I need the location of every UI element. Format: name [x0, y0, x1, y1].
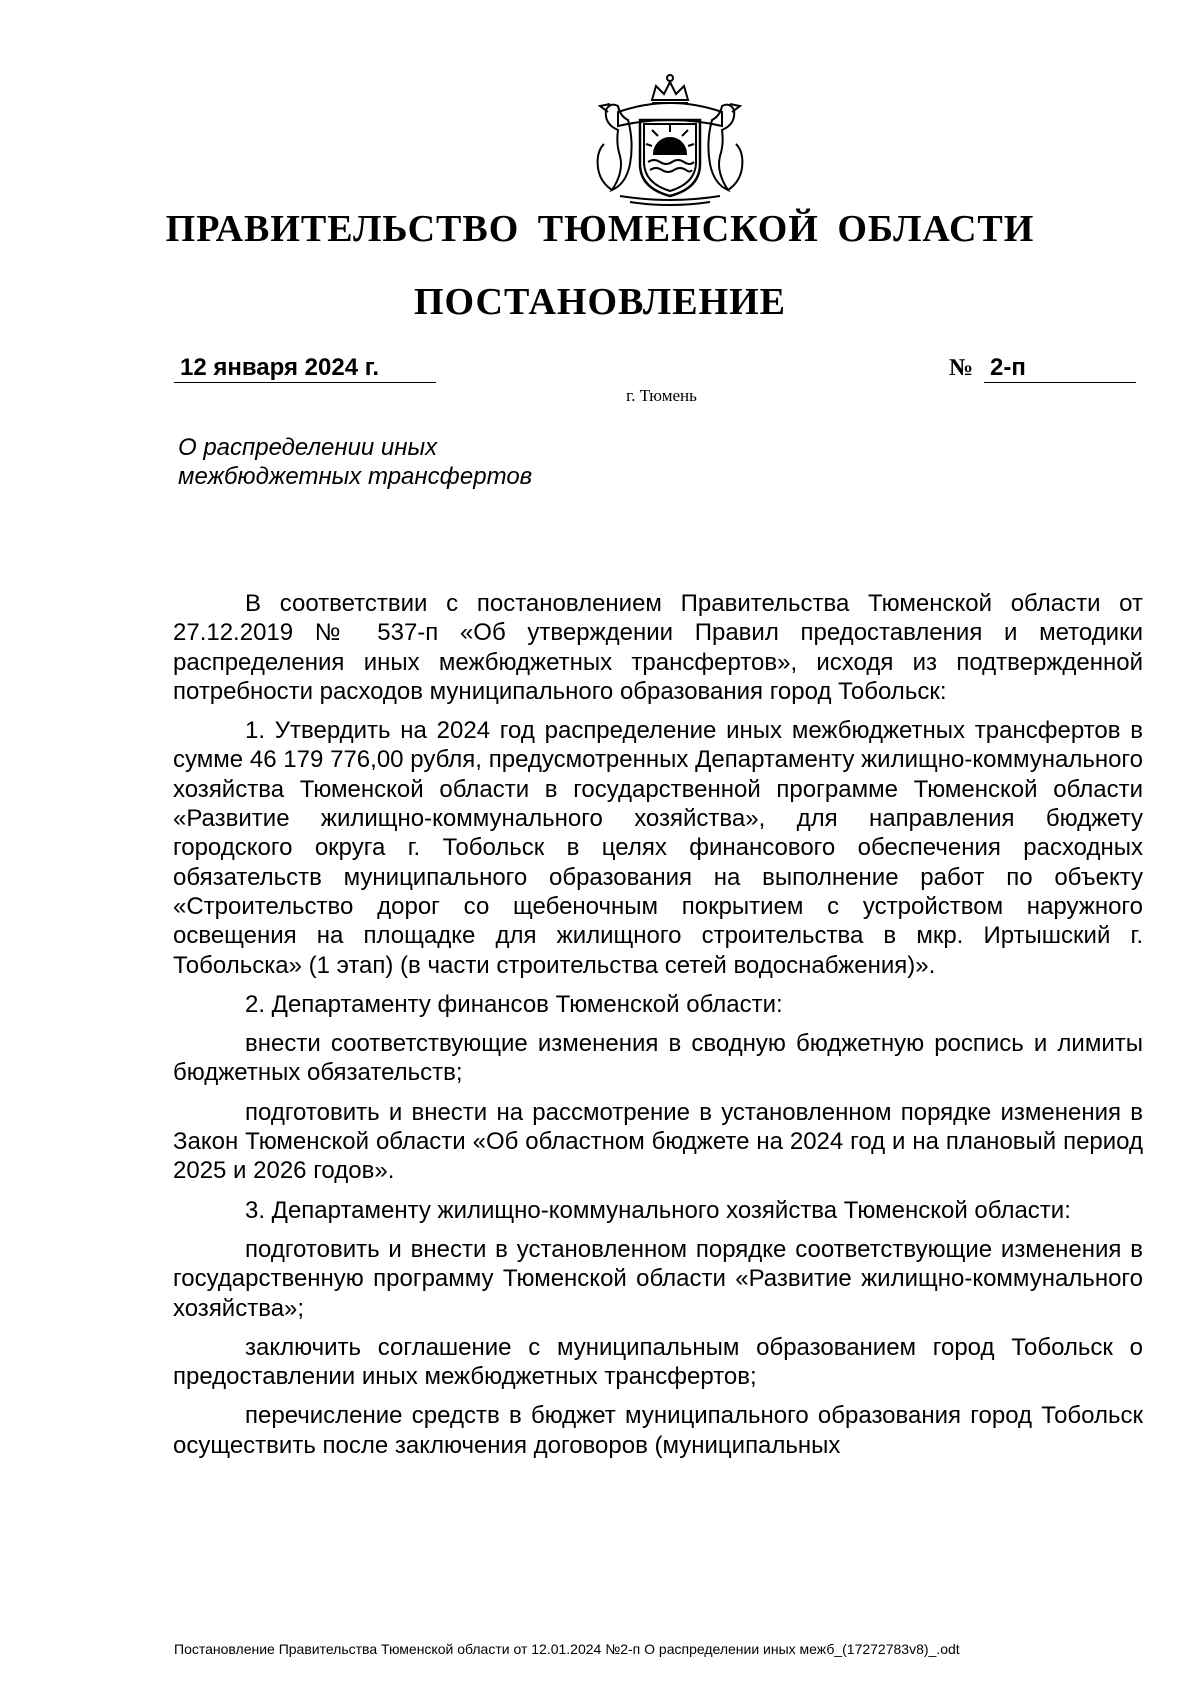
body-paragraph-item-2: 2. Департаменту финансов Тюменской области: — [245, 990, 783, 1018]
document-number: 2-п — [984, 354, 1136, 383]
body-paragraph-item-2-law: подготовить и внести на рассмотрение в установленном порядке изменения в Закон Тюменской области «Об областном бюджете на 2024 год и на плановый период 2025 и 2026 годов». — [173, 1098, 1143, 1185]
coat-of-arms-icon — [590, 72, 750, 208]
subject-line-2: межбюджетных трансфертов — [178, 463, 533, 490]
document-body — [173, 589, 1143, 1470]
body-paragraph-item-3-agreement: заключить соглашение с муниципальным образованием город Тобольск о предоставлении иных межбюджетных трансфертов; — [173, 1333, 1143, 1391]
body-paragraph-item-2-budget: внести соответствующие изменения в сводную бюджетную роспись и лимиты бюджетных обязательств; — [173, 1030, 1143, 1087]
body-paragraph-item-3-transfer: перечисление средств в бюджет муниципального образования город Тобольск осуществить после заключения договоров (муниципальных — [173, 1402, 1143, 1459]
body-paragraph-item-1: 1. Утвердить на 2024 год распределение иных межбюджетных трансфертов в сумме 46 179 776,00 рубля, предусмотренных Департаменту жилищно-коммунального хозяйства Тюменской области в государственной программе Тюменской области «Развитие жилищно-коммунального хозяйства», для направления бюджету городского округа г. Тобольск в целях финансового обеспечения расходных обязательств муниципального образования на выполнение работ по объекту «Строительство дорог со щебеночным покрытием с устройством наружного освещения на площадке для жилищного строительства в мкр. Иртышский г. Тобольска» (1 этап) (в части строительства сетей водоснабжения)». — [173, 717, 1143, 979]
city-name: г. Тюмень — [626, 386, 697, 405]
body-paragraph-item-3: 3. Департаменту жилищно-коммунального хозяйства Тюменской области: — [245, 1196, 1071, 1224]
document-date: 12 января 2024 г. — [174, 354, 436, 383]
document-subject — [178, 433, 678, 491]
organization-title: ПРАВИТЕЛЬСТВО ТЮМЕНСКОЙ ОБЛАСТИ — [165, 208, 1035, 250]
subject-line-1: О распределении иных — [178, 434, 438, 461]
document-type-title: ПОСТАНОВЛЕНИЕ — [413, 281, 787, 323]
number-label: № — [949, 355, 974, 381]
page-footer: Постановление Правительства Тюменской области от 12.01.2024 №2-п О распределении иных межб_(17272783v8)_.odt — [174, 1641, 960, 1657]
body-paragraph-item-3-program: подготовить и внести в установленном порядке соответствующие изменения в государственную программу Тюменской области «Развитие жилищно-коммунального хозяйства»; — [173, 1235, 1143, 1322]
body-paragraph-preamble: В соответствии с постановлением Правительства Тюменской области от 27.12.2019 № 537-п «Об утверждении Правил предоставления и методики распределения иных межбюджетных трансфертов», исходя из подтвержденной потребности расходов муниципального образования город Тобольск: — [173, 590, 1143, 705]
